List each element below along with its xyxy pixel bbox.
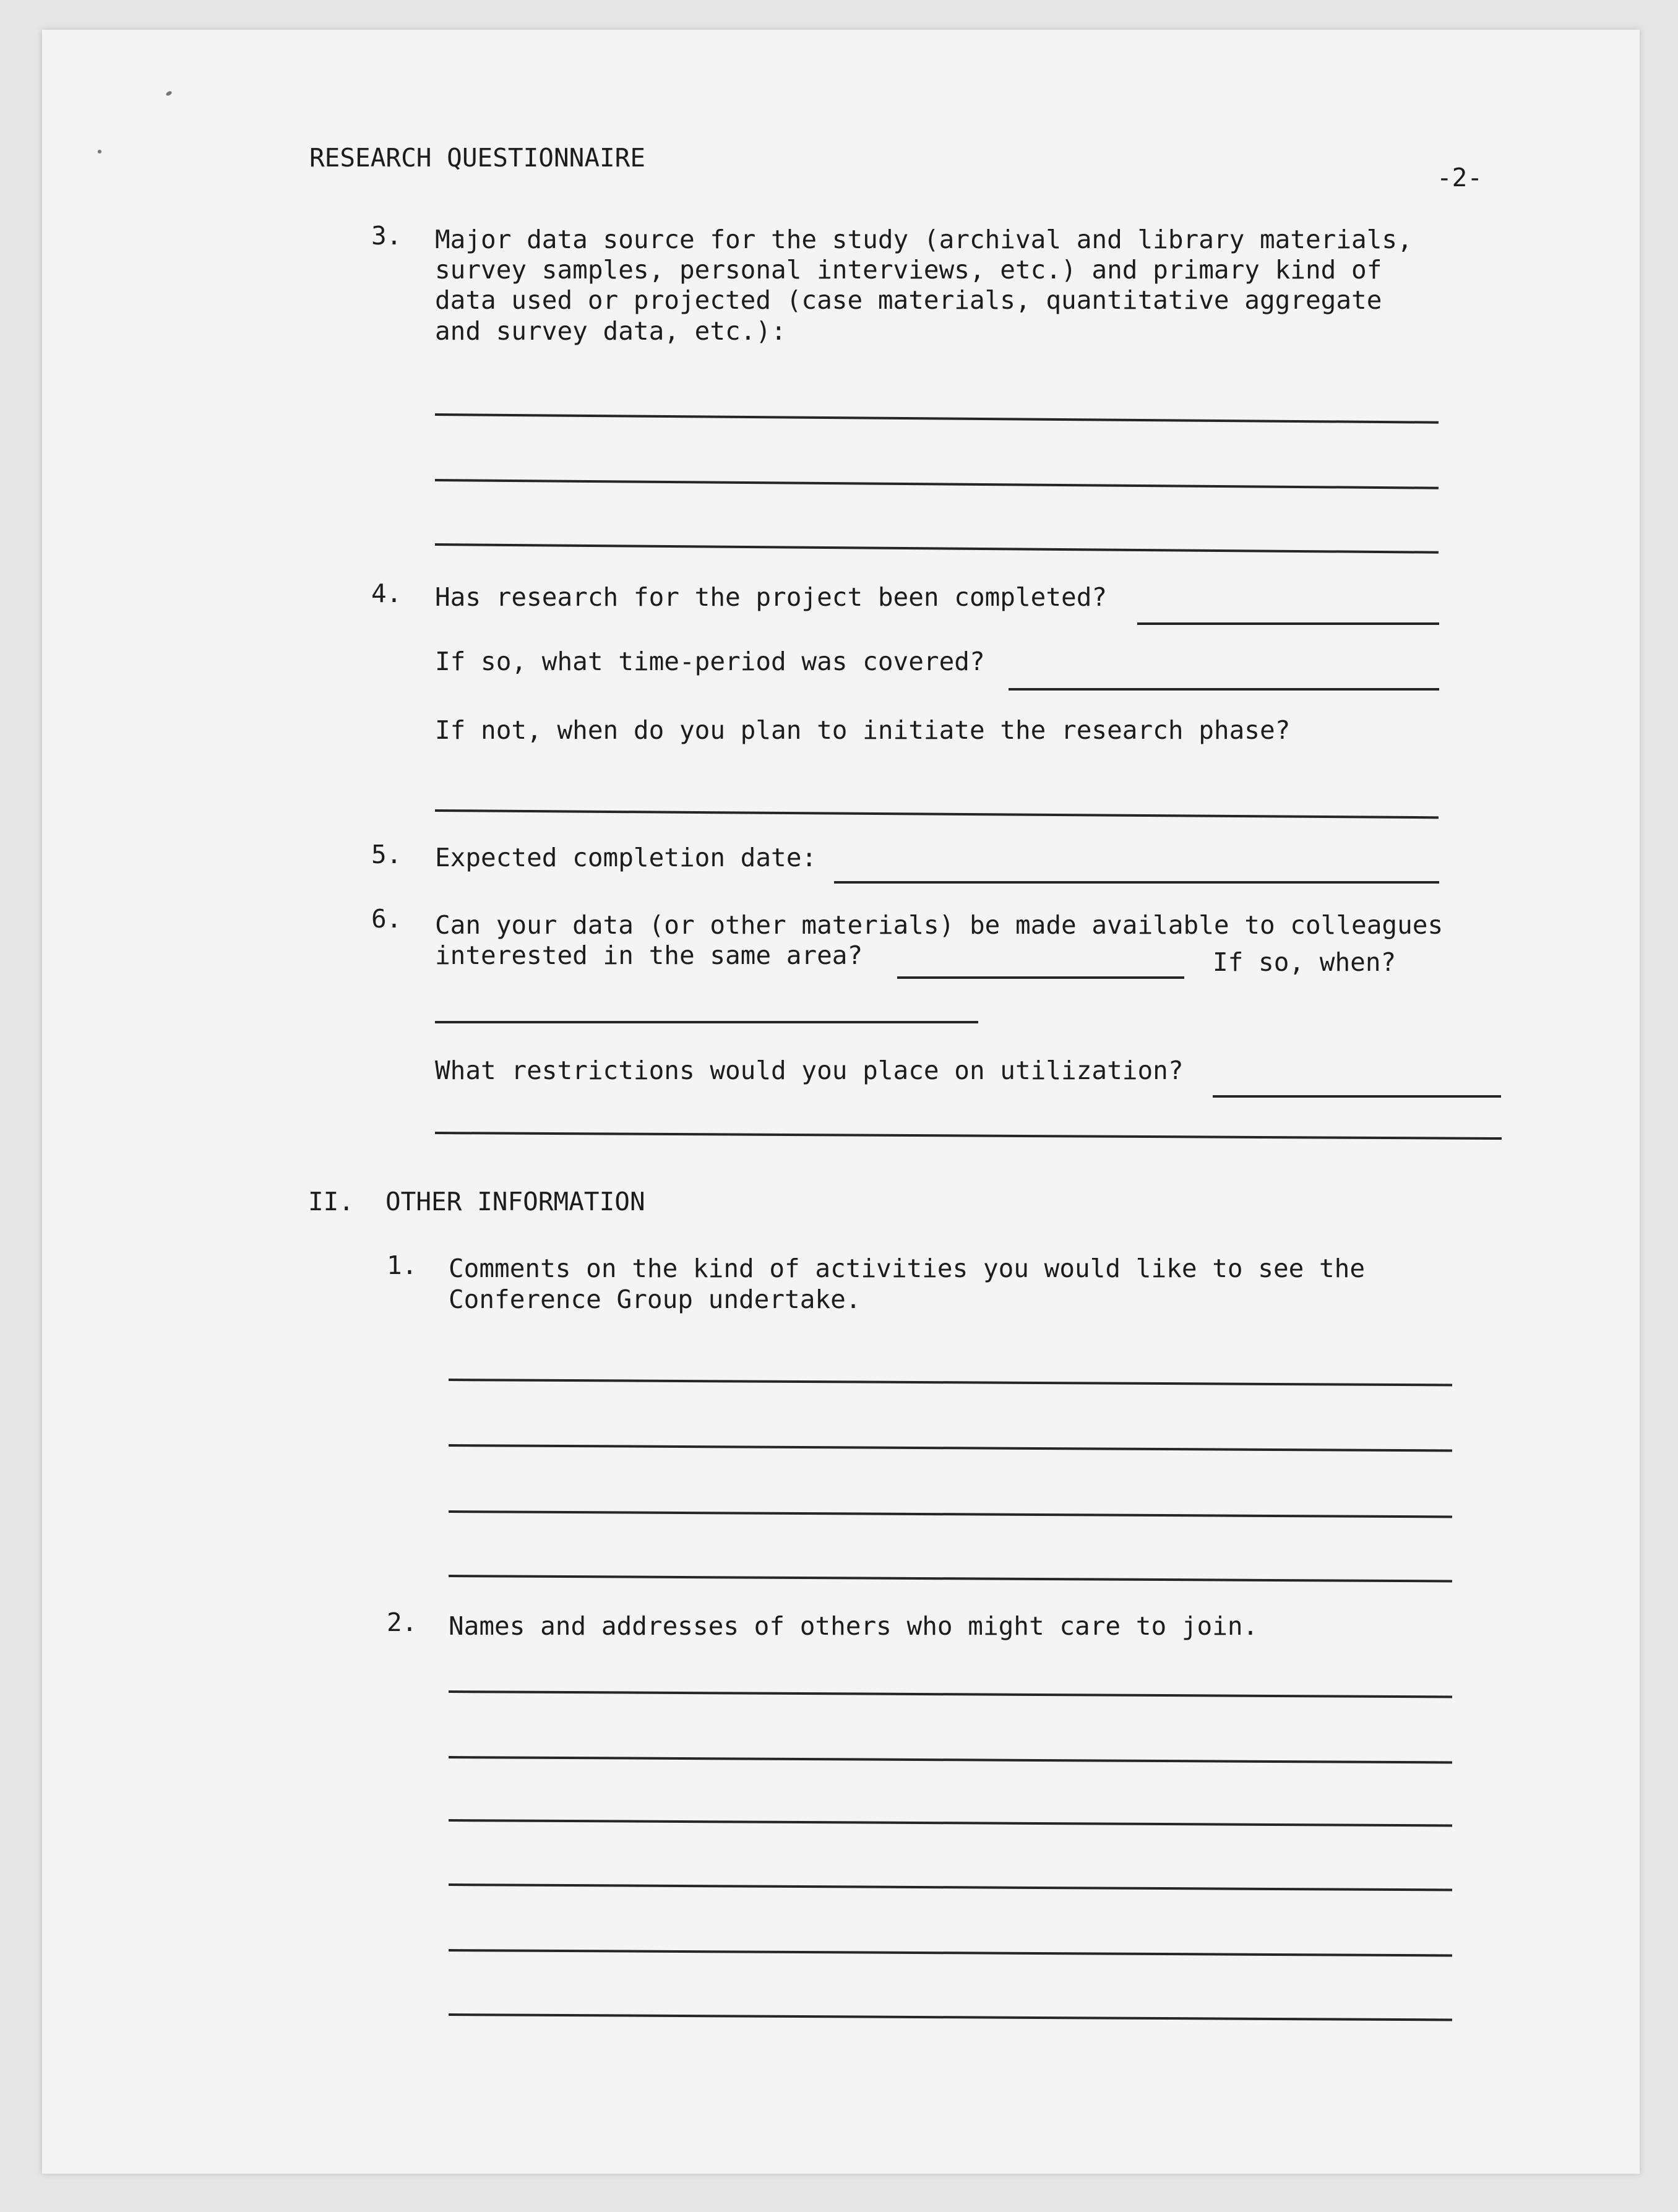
document-page (42, 30, 1640, 2174)
q3-line-1: Major data source for the study (archival and library materials, (435, 225, 1413, 254)
q3-line-4: and survey data, etc.): (435, 316, 786, 346)
q6-restrictions-label: What restrictions would you place on utilization? (435, 1056, 1184, 1085)
q4-initiate-label: If not, when do you plan to initiate the research phase? (435, 715, 1291, 745)
s2-q2-text: Names and addresses of others who might care to join. (449, 1611, 1258, 1641)
q5-answer-line[interactable] (834, 881, 1439, 884)
s2-q1-line-1: Comments on the kind of activities you would like to see the (449, 1254, 1366, 1283)
q6-number: 6. (371, 904, 402, 934)
q4-number: 4. (371, 579, 402, 608)
q4-completed-answer-line[interactable] (1137, 622, 1439, 625)
q3-number: 3. (371, 221, 402, 251)
q6-restrictions-answer-line-1[interactable] (1213, 1095, 1501, 1098)
section-2-title: OTHER INFORMATION (385, 1187, 645, 1216)
s2-q1-line-2: Conference Group undertake. (449, 1285, 861, 1314)
s2-q1-number: 1. (387, 1250, 418, 1280)
q6-line-1: Can your data (or other materials) be made available to colleagues (435, 910, 1444, 940)
section-2-number: II. (308, 1187, 355, 1216)
page-number: -2- (1437, 163, 1483, 192)
q4-time-period-answer-line[interactable] (1009, 688, 1439, 691)
q5-number: 5. (371, 840, 402, 869)
q4-text: Has research for the project been completed? (435, 582, 1108, 612)
q3-line-2: survey samples, personal interviews, etc.) and primary kind of (435, 255, 1382, 285)
s2-q2-number: 2. (387, 1607, 418, 1637)
q4-time-period-label: If so, what time-period was covered? (435, 647, 985, 676)
q6-when-answer-line[interactable] (435, 1021, 978, 1023)
q6-line-2: interested in the same area? (435, 940, 863, 970)
q6-when-label: If so, when? (1213, 947, 1396, 977)
q3-line-3: data used or projected (case materials, quantitative aggregate (435, 285, 1382, 315)
ink-speck (98, 150, 101, 153)
document-title: RESEARCH QUESTIONNAIRE (309, 143, 646, 173)
q6-available-answer-line[interactable] (897, 976, 1184, 979)
q5-text: Expected completion date: (435, 843, 817, 872)
